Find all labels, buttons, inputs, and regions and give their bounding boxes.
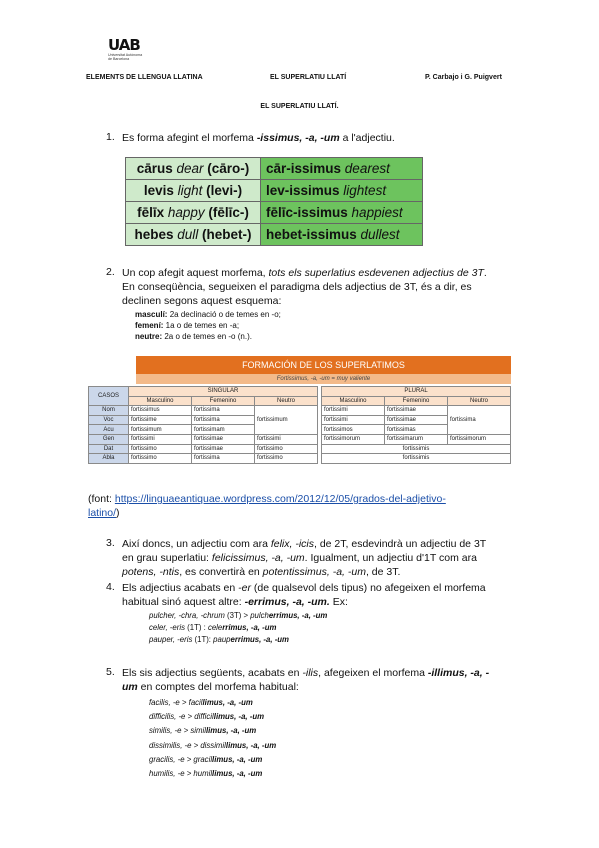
list-item: celer, -eris (1T) : celerrimus, -a, -um (149, 623, 277, 632)
item-4-number: 4. (106, 581, 115, 593)
item-2-line-2: En conseqüència, segueixen el paradigma dels adjectius de 3T, és a dir, es (122, 281, 472, 293)
item-5-text: Els sis adjectius següents, acabats en -ilis, afegeixen el morfema -illimus, -a, - um en comptes del morfema habitual: (122, 667, 490, 693)
item-1-morpheme: -issimus, -a, -um (256, 132, 340, 144)
logo-subtitle-2: de Barcelona (108, 57, 130, 61)
superlative-cell: hebet-issimus dullest (261, 224, 423, 246)
positive-cell: cārus dear (cāro-) (126, 158, 261, 180)
list-item: facilis, -e > facillimus, -a, -um (149, 698, 253, 707)
list-item: pulcher, -chra, -chrum (3T) > pulcherrimus, -a, -um (149, 611, 328, 620)
item-2-text: Un cop afegit aquest morfema, tots els superlatius esdevenen adjectius de 3T. En conseqüència, segueixen el paradigma dels adjectius de 3T, és a dir, es declinen segons aquest esquema: (122, 266, 502, 308)
item-3-number: 3. (106, 537, 115, 549)
item-3-text: Així doncs, un adjectiu com ara felix, -icis, de 2T, esdevindrà un adjectiu de 3T en grau superlatiu: felicissimus, -a, -um. Igualment, un adjectiu d'1T com ara potens, -ntis, es convertirà en potentissimus, -a, -um, de 3T. (122, 538, 487, 578)
source-note: (font: https://linguaeantiquae.wordpress.com/2012/12/05/grados-del-adjetivo- latino/) (88, 493, 446, 519)
header-authors: P. Carbajo i G. Puigvert (425, 74, 502, 81)
list-item: humilis, -e > humillimus, -a, -um (149, 769, 263, 779)
list-item: dissimilis, -e > dissimillimus, -a, -um (149, 740, 277, 750)
header-topic: EL SUPERLATIU LLATÍ (270, 74, 347, 81)
positive-cell: levis light (levi-) (126, 180, 261, 202)
logo-subtitle-1: Universitat Autònoma (108, 53, 143, 57)
document-title: EL SUPERLATIU LLATÍ. (260, 103, 339, 110)
positive-cell: fēlīx happy (fēlīc-) (126, 202, 261, 224)
table-row (126, 202, 423, 224)
casos-header: CASOS (89, 387, 129, 406)
superlative-cell: fēlīc-issimus happiest (261, 202, 423, 224)
positive-cell: hebes dull (hebet-) (126, 224, 261, 246)
table-row (126, 158, 423, 180)
header-course: ELEMENTS DE LLENGUA LLATINA (86, 74, 203, 81)
uab-logo (108, 38, 156, 68)
superlative-declension-table (88, 356, 511, 490)
col-header: Masculino (322, 396, 385, 406)
table-row: Dat fortissimo fortissimae fortissimo fortissimis (89, 444, 511, 454)
item-2-line-3: declinen segons aquest esquema: (122, 295, 282, 307)
source-link[interactable]: https://linguaeantiquae.wordpress.com/2012/12/05/grados-del-adjetivo- latino/ (88, 493, 446, 519)
item-5-number: 5. (106, 666, 115, 678)
item-4-examples (149, 610, 327, 646)
col-header: Neutro (448, 396, 511, 406)
neuter-pl-merged: fortissima (448, 406, 511, 435)
plural-header: PLURAL (322, 387, 511, 397)
col-header: Femenino (385, 396, 448, 406)
neuter-sg-merged: fortissimum (255, 406, 318, 435)
col-header: Masculino (129, 396, 192, 406)
table-row (126, 224, 423, 246)
declension-scheme: masculí: 2a declinació o de temes en -o; femení: 1a o de temes en -a; neutre: 2a o de temes en -o (n.). (135, 310, 281, 341)
list-item: difficilis, -e > difficillimus, -a, -um (149, 712, 265, 722)
col-header: Femenino (192, 396, 255, 406)
superlative-cell: lev-issimus lightest (261, 180, 423, 202)
col-header: Neutro (255, 396, 318, 406)
table-row: Voc fortissime fortissima fortissimi fortissimae (89, 415, 511, 425)
declension-grid (88, 386, 511, 464)
list-item: pauper, -eris (1T): pauperrimus, -a, -um (149, 635, 289, 644)
table-row: Acu fortissimum fortissimam fortissimos fortissimas (89, 425, 511, 435)
table-banner: FORMACIÓN DE LOS SUPERLATIMOS (136, 356, 511, 374)
superlative-cell: cār-issimus dearest (261, 158, 423, 180)
item-4-text: Els adjectius acabats en -er (de qualsevol dels tipus) no afegeixen el morfema habitual sinó aquest altre: -errimus, -a, -um. Ex: (122, 582, 486, 608)
item-2-number: 2. (106, 266, 115, 278)
table-row: Gen fortissimi fortissimae fortissimi fortissimorum fortissimarum fortissimorum (89, 434, 511, 444)
table-subbanner: Fortissimus, -a, -um = muy valiente (136, 374, 511, 384)
item-1-text-a: Es forma afegint el morfema (122, 132, 257, 144)
item-5-examples (149, 696, 276, 781)
item-1-number: 1. (106, 131, 115, 143)
item-1-text (122, 131, 502, 145)
list-item: similis, -e > simillimus, -a, -um (149, 726, 257, 736)
superlative-examples-table (125, 157, 423, 246)
list-item: gracilis, -e > gracillimus, -a, -um (149, 754, 263, 764)
table-row: Nom fortissimus fortissima fortissimum fortissimi fortissimae fortissima (89, 406, 511, 416)
singular-header: SINGULAR (129, 387, 318, 397)
item-1-text-b: a l'adjectiu. (339, 132, 395, 144)
logo-mark: UAB (108, 36, 140, 54)
table-row (126, 180, 423, 202)
table-row: Abla fortissimo fortissima fortissimo fortissimis (89, 454, 511, 464)
